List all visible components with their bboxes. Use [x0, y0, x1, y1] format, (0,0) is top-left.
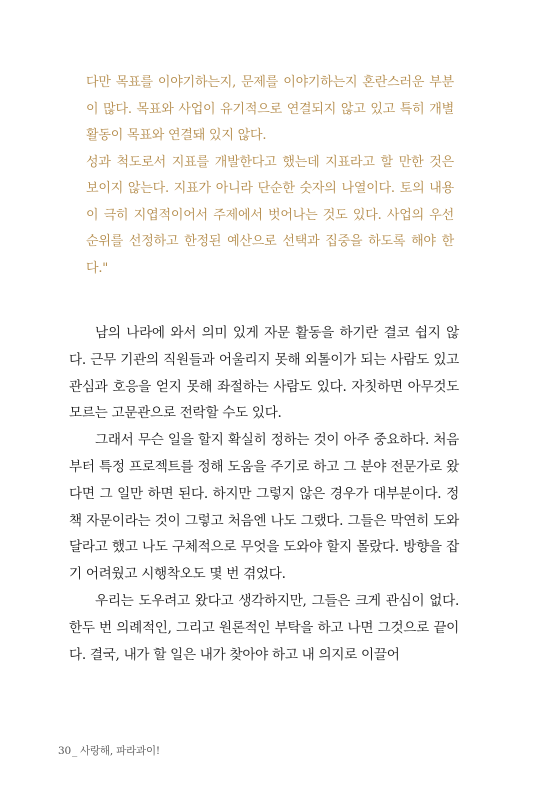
body-paragraph: 우리는 도우려고 왔다고 생각하지만, 그들은 크게 관심이 없다. 한두 번 의례적인, 그리고 원론적인 부탁을 하고 나면 그것으로 끝이다. 결국, 내가 할 일은 내가 찾아야 하고 내 의지로 이끌어	[69, 592, 459, 663]
page-footer	[58, 743, 160, 758]
footer-separator: _	[71, 745, 78, 757]
body-paragraph: 그래서 무슨 일을 할지 확실히 정하는 것이 아주 중요하다. 처음부터 특정 프로젝트를 정해 도움을 주기로 하고 그 분야 전문가로 왔다면 그 일만 하면 된다. 하지만 그렇지 않은 경우가 대부분이다. 정책 자문이라는 것이 그렇고 처음엔 나도 그랬다. 그들은 막연히 도와 달라고 했고 나도 구체적으로 무엇을 도와야 할지 몰랐다. 방향을 잡기 어려웠고 시행착오도 몇 번 겪었다.	[69, 432, 459, 583]
quote-paragraph: 다만 목표를 이야기하는지, 문제를 이야기하는지 혼란스러운 부분이 많다. 목표와 사업이 유기적으로 연결되지 않고 있고 특히 개별 활동이 목표와 연결돼 있지 않다.	[86, 75, 454, 143]
body-paragraph: 남의 나라에 와서 의미 있게 자문 활동을 하기란 결코 쉽지 않다. 근무 기관의 직원들과 어울리지 못해 외톨이가 되는 사람도 있고 관심과 호응을 얻지 못해 좌절하는 사람도 있다. 자칫하면 아무것도 모르는 고문관으로 전락할 수도 있다.	[69, 325, 459, 422]
quote-paragraph: 성과 척도로서 지표를 개발한다고 했는데 지표라고 할 만한 것은 보이지 않는다. 지표가 아니라 단순한 숫자의 나열이다. 토의 내용이 극히 지엽적이어서 주제에서 벗어나는 것도 있다. 사업의 우선순위를 선정하고 한정된 예산으로 선택과 집중을 하도록 해야 한다."	[86, 154, 454, 276]
quote-block	[86, 70, 454, 282]
body-text	[69, 320, 459, 668]
book-title: 사랑해, 파라과이!	[80, 745, 160, 757]
page-number: 30	[58, 745, 71, 757]
